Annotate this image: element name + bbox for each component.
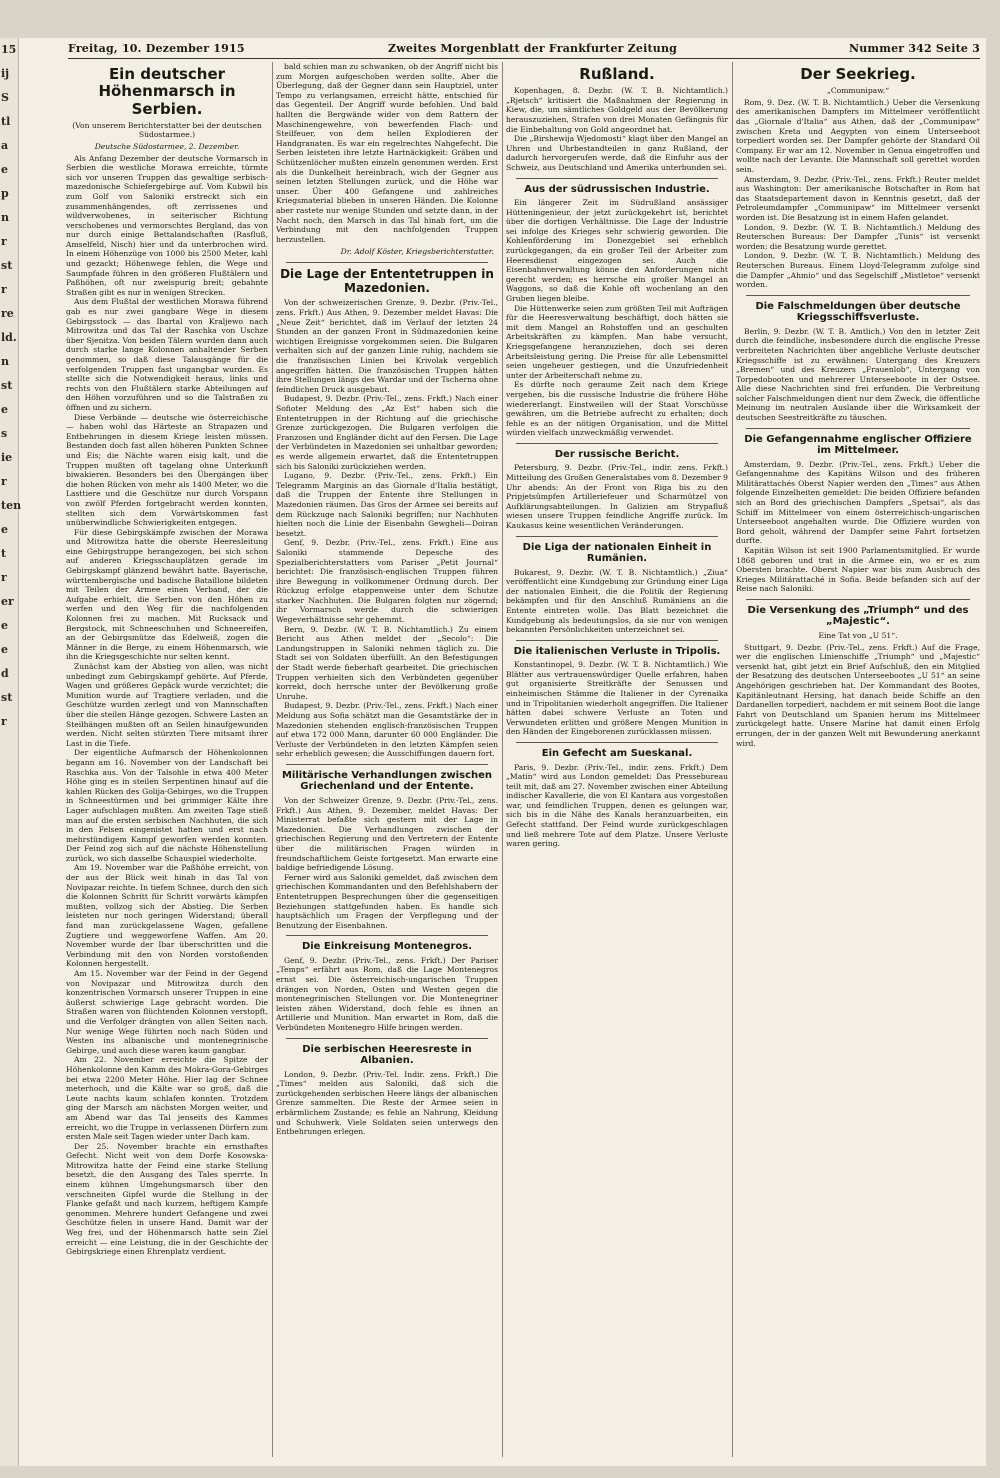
margin-text-fragment: e (1, 619, 8, 632)
margin-text-fragment: e (1, 403, 8, 416)
article-paragraph: Genf, 9. Dezbr. (Priv.-Tel., zens. Frkft.) Der Pariser „Temps“ erfährt aus Rom, daß die Lage Montenegros ernst sei. Die österreichisch-ungarischen Truppen drängen von Norden, Osten und Westen gegen die montenegrinischen Stellungen vor. Die Montenegriner leisten zähen Widerstand, doch fehle es ihnen an Artillerie und Munition. Man erwartet in Rom, daß die Verbündeten Montenegro Hilfe bringen werden. (276, 955, 498, 1032)
margin-text-fragment: ij (1, 67, 10, 80)
column-4 (736, 62, 980, 1462)
article-headline: Ein deutscher Höhenmarsch in Serbien. (98, 65, 236, 118)
article-paragraph: Genf, 9. Dezbr. (Priv.-Tel., zens. Frkft.) Eine aus Saloniki stammende Depesche des Spezialberichterstatters vom Pariser „Petit Journal“ berichtet: Die französisch-englischen Truppen führen ihre Bewegung in vollkommener Ordnung durch. Der Rückzug erfolge etappenweise unter dem Schutze starker Nachhuten. Die Bulgaren folgten nur zögernd; ihr Vormarsch werde durch die schwierigen Wegeverhältnisse sehr gehemmt. (276, 538, 498, 625)
article-body (736, 460, 980, 594)
margin-text-fragment: r (1, 235, 7, 248)
article-headline: Ein Gefecht am Sueskanal. (541, 748, 693, 759)
article-separator (516, 640, 718, 641)
article-separator (516, 742, 718, 743)
article-body (276, 796, 498, 930)
article-headline: Militärische Verhandlungen zwischen Griechenland und der Entente. (281, 769, 493, 793)
article-paragraph: Von der schweizerischen Grenze, 9. Dezbr. (Priv.-Tel., zens. Frkft.) Aus Athen, 9. Dezember meldet Havas: Die „Neue Zeit“ berichtet, daß im Verlauf der letzten 24 Stunden an der ganzen Front in Südmazedonien keine wichtigen Ereignisse vorgekommen seien. Die Bulgaren verhalten sich auf der ganzen Linie ruhig, nachdem sie die französischen Linien bei Krivolak vergeblich angegriffen hätten. Die französischen Truppen hätten ihre Stellungen längs des Wardar und der Tscherna ohne feindlichen Druck ausgebaut. (276, 298, 498, 394)
margin-text-fragment: st (1, 691, 13, 704)
article-body (506, 86, 728, 172)
article-paragraph: Als Anfang Dezember der deutsche Vormarsch in Serbien die westliche Morawa erreichte, türmte sich vor unseren Truppen das gewaltige serbisch-mazedonische Schiefergebirge auf. Vom Kubwil bis zum Golf von Saloniki erstreckt sich ein zusammenhängendes, oft zerrissenes und wildverwobenes, in seiterischer Richtung verschobenes und vermorschtes Bergland, das von nur durch einige Bettalandschaften (Rasfluß, Amselfeld, Nisch) hier und da unterbrochen wird. In einem Höhenzüge von 1000 bis 2500 Meter, kahl und gezackt; Höhenwege fehlen, die Wege und Saumpfade führen in den größeren Flußtälern und Paßhöhen, oft nur zweispurig breit; gebahnte Straßen gibt es nur in wenigen Strecken. (66, 153, 268, 297)
article-paragraph: Ein längerer Zeit im Südrußland ansässiger Hütteningenieur, der jetzt zurückgekehrt ist, berichtet über die dortigen Verhältnisse. Die Lage der Industrie sei infolge des Krieges sehr schwierig geworden. Die Kohlenförderung im Donezgebiet sei erheblich zurückgegangen, da ein großer Teil der Arbeiter zum Heeresdienst eingezogen sei. Auch die Eisenbahnverwaltung könne den Anforderungen nicht gerecht werden; es herrsche ein großer Mangel an Waggons, so daß die Kohle oft wochenlang an den Gruben liegen bleibe. (506, 198, 728, 304)
adjacent-page-margin (0, 38, 22, 1466)
article-paragraph: Amsterdam, 9. Dezbr. (Priv.-Tel., zens. Frkft.) Ueber die Gefangennahme des Kapitäns Wilson und des früheren Militärattachés Oberst Napier werden den „Times“ aus Athen folgende Einzelheiten gemeldet: Die beiden Offiziere befanden sich an Bord des griechischen Dampfers „Spetsai“, als das Schiff im Mittelmeer von einem österreichisch-ungarischen Unterseeboot angehalten wurde. Die Offiziere wurden von Bord geholt, während der Dampfer seine Fahrt fortsetzen durfte. (736, 459, 980, 546)
article-continuation: bald schien man zu schwanken, ob der Angriff nicht bis zum Morgen aufgeschoben werden sollte. Aber die Überlegung, daß der Gegner dann sein Hauptziel, unter Tempo zu verlangsamen, erreicht hätte, entschied für das Gegenteil. Der Angriff wurde befohlen. Und bald hallten die Bergwände wider von dem Rattern der Maschinengewehre, von bewerfenden Flach- und Steilfeuer, von dem hellen Explodieren der Handgranaten. Es war ein regelrechtes Nahgefecht. Die Serben leisteten ihre letzte Hartnäckigkeit: Gräben und Schützenlöcher mußten einzeln genommen werden. Erst als die Dunkelheit hereinbrach, wich der Gegner aus seinen letzten Stellungen zurück, und die Höhe war unser. Über 400 Gefangene und zahlreiches Kriegsmaterial blieben in unseren Händen. Die Kolonne aber rastete nur wenige Stunden und setzte dann, in der Nacht noch, den Marsch in das Tal hinab fort, um die Verbindung mit den nachfolgenden Truppen herzustellen. (276, 62, 498, 244)
margin-text-fragment: n (1, 355, 9, 368)
article-paragraph: Budapest, 9. Dezbr. (Priv.-Tel., zens. Frkft.) Nach einer Meldung aus Sofia schätzt man die Gesamtstärke der in Mazedonien stehenden englisch-französischen Truppen auf etwa 172 000 Mann, darunter 60 000 Engländer. Die Verluste der Verbündeten in den letzten Kämpfen seien sehr erheblich gewesen; die Ausschiffungen dauern fort. (276, 701, 498, 759)
article-signature: Dr. Adolf Köster, Kriegsberichterstatter. (340, 247, 494, 257)
article-paragraph: Bern, 9. Dezbr. (W. T. B. Nichtamtlich.) Zu einem Bericht aus Athen meldet der „Secolo“: Die Landungstruppen in Saloniki nehmen täglich zu. Die Stadt sei von Soldaten überfüllt. An den Befestigungen der Stadt werde fieberhaft gearbeitet. Die griechischen Truppen verhielten sich den Verbündeten gegenüber korrekt, doch herrsche unter der Bevölkerung große Unruhe. (276, 624, 498, 701)
margin-text-fragment: er (1, 595, 14, 608)
margin-text-fragment: tl (1, 115, 11, 128)
article-paragraph: Am 15. November war der Feind in der Gegend von Novipazar und Mitrowitza durch den konzentrischen Vormarsch unserer Truppen in eine äußerst schwierige Lage gebracht worden. Die Straßen waren von flüchtenden Kolonnen verstopft, und die Verfolger drängten von allen Seiten nach. Nur wenige Wege führten noch nach Süden und Westen ins albanische und montenegrinische Gebirge, und auch diese waren kaum gangbar. (66, 969, 268, 1055)
article-paragraph: London, 9. Dezbr. (W. T. B. Nichtamtlich.) Meldung des Reuterschen Bureaus. Einem Lloyd-Telegramm zufolge sind die Dampfer „Ahmio“ und das Segelschiff „Mistletoe“ versenkt worden. (736, 251, 980, 290)
article-paragraph: London, 9. Dezbr. (W. T. B. Nichtamtlich.) Meldung des Reuterschen Bureaus: Der Dampfer „Tunis“ ist versenkt worden; die Besatzung wurde gerettet. (736, 222, 980, 251)
article-separator (746, 599, 970, 600)
article-separator (286, 1038, 488, 1039)
article-body (276, 956, 498, 1033)
article-body (736, 98, 980, 290)
margin-text-fragment: S (1, 91, 9, 104)
column-rule (502, 62, 503, 1457)
margin-text-fragment: r (1, 715, 7, 728)
article-paragraph: Rom, 9. Dez. (W. T. B. Nichtamtlich.) Ueber die Versenkung des amerikanischen Dampfers im Mittelmeer veröffentlicht das „Giornale d'Italia“ aus Athen, daß der „Communipaw“ zwischen Kreta und Aegypten von einem Unterseeboot torpediert worden sei. Der Dampfer gehörte der Standard Oil Company. Er war am 12. November in Genua eingetroffen und wollte nach der Levante. Die Mannschaft soll gerettet worden sein. (736, 97, 980, 174)
article-paragraph: Aus dem Flußtal der westlichen Morawa führend gab es nur zwei gangbare Wege in diesem Gebirgsstock — das Ibartal von Kraljewo nach Mitrowitza und das Tal der Raschka von Uschze über Sjenitza. Von beiden Tälern wurden dann auch durch starke lange Kolonnen anhaltender Serben genommen, so daß diese Talausgänge für die verfolgenden Truppen fast ungangbar wurden. Es stellte sich die Notwendigkeit heraus, links und rechts von den Flußtälern starke Abteilungen auf den Höhen vorzuführen und so die Talstraßen zu öffnen und zu sichern. (66, 297, 268, 412)
margin-text-fragment: st (1, 259, 13, 272)
article-headline: Die serbischen Heeresreste in Albanien. (302, 1043, 472, 1067)
column-rule (272, 62, 273, 1457)
article-body (736, 643, 980, 749)
article-headline: Die Lage der Ententetruppen in Mazedonien. (280, 266, 494, 295)
article-paragraph: Am 22. November erreichte die Spitze der Höhenkolonne den Kamm des Mokra-Gora-Gebirges bei etwa 2200 Meter Höhe. Hier lag der Schnee meterhoch, und die Kälte war so groß, daß die Leute nachts kaum schlafen konnten. Trotzdem ging der Marsch am nächsten Morgen weiter, und am Abend war das Tal jenseits des Kammes erreicht, wo die Truppe in verlassenen Dörfern zum ersten Male seit Tagen wieder unter Dach kam. (66, 1055, 268, 1142)
masthead-paper-name: Zweites Morgenblatt der Frankfurter Zeitung (388, 42, 678, 55)
article-paragraph: Lugano, 9. Dezbr. (Priv.-Tel., zens. Frkft.) Ein Telegramm Marginis an das Giornale d'Italia bestätigt, daß die Truppen der Entente ihre Stellungen in Mazedonien räumen. Das Gros der Armee sei bereits auf dem Rückzuge nach Saloniki begriffen; nur Nachhuten hielten noch die Linie der Eisenbahn Gewgheli—Doiran besetzt. (276, 471, 498, 538)
article-body (506, 763, 728, 849)
article-dateline: Deutsche Südostarmee, 2. Dezember. (94, 141, 240, 151)
article-paragraph: Für diese Gebirgskämpfe zwischen der Morawa und Mitrowitza hatte die oberste Heeresleitung eine Gebirgstruppe herangezogen, bei sich schon auf anderen Kriegsschauplätzen gerade im Gebirgskampf glänzend bewährt hatte. Bayerische, württembergische und badische Bataillone bildeten mit Teilen der Armee einen Verband, der die Aufgabe erhielt, die Serben von den Höhen zu werfen und den Weg für die nachfolgenden Kolonnen frei zu machen. Mit Rucksack und Bergstock, mit Schneeschuhen und Schneereifen, an der Gebirgsmütze das Edelweiß, zogen die Männer in die Berge, zu einem Höhenmarsch, wie ihn die Kriegsgeschichte nur selten kennt. (66, 527, 268, 662)
article-paragraph: Paris, 9. Dezbr. (Priv.-Tel., indir. zens. Frkft.) Dem „Matin“ wird aus London gemeldet: Das Pressebureau teilt mit, daß am 27. November zwischen einer Abteilung indischer Kavallerie, die von El Kantara aus vorgestoßen war, und feindlichen Truppen, denen es gelungen war, sich bis in die Nähe des Kanals heranzuarbeiten, ein Gefecht stattfand. Der Feind wurde zurückgeschlagen und ließ mehrere Tote auf dem Platze. Unsere Verluste waren gering. (506, 762, 728, 849)
margin-text-fragment: re (1, 307, 14, 320)
article-separator (516, 178, 718, 179)
article-separator (516, 443, 718, 444)
article-headline: Die Falschmeldungen über deutsche Kriegsschiffsverluste. (755, 300, 961, 324)
article-paragraph: Petersburg, 9. Dezbr. (Priv.-Tel., indir. zens. Frkft.) Mitteilung des Großen Generalstabes vom 8. Dezember 9 Uhr abends: An der Front von Riga bis zu den Pripjetsümpfen Artilleriefeuer und Scharmützel von Aufklärungsabteilungen. In Galizien am Strypafluß wiesen unsere Truppen feindliche Angriffe zurück. Im Kaukasus keine wesentlichen Veränderungen. (506, 463, 728, 530)
article-paragraph: Berlin, 9. Dezbr. (W. T. B. Amtlich.) Von den in letzter Zeit durch die feindliche, insbesondere durch die englische Presse verbreiteten Nachrichten über angebliche Verluste deutscher Kriegsschiffe ist zu erwähnen: Untergang des Kreuzers „Bremen“ und des Kreuzers „Frauenlob“, Untergang von Torpedobooten und mehrerer Unterseeboote in der Ostsee. Alle diese Nachrichten sind frei erfunden. Die Verbreitung solcher Falschmeldungen dient nur dem Zweck, die öffentliche Meinung im neutralen Auslande über die Wirksamkeit der deutschen Seestreitkräfte zu täuschen. (736, 326, 980, 423)
article-body (506, 568, 728, 635)
column-2 (276, 62, 498, 1462)
margin-text-fragment: ld. (1, 331, 17, 344)
article-paragraph: Es dürfte noch geraume Zeit nach dem Kriege vergehen, bis die russische Industrie die frühere Höhe wiedererlangt. Einstweilen will der Staat Vorschüsse gewähren, um die Betriebe aufrecht zu erhalten; doch fehle es an der nötigen Organisation, und die Mittel würden vielfach unzweckmäßig verwendet. (506, 380, 728, 438)
article-paragraph: Konstantinopel, 9. Dezbr. (W. T. B. Nichtamtlich.) Wie Blätter aus vertrauenswürdiger Quelle erfahren, haben gut organisierte Streitkräfte der Senussen und einheimischen Stämme die Italiener in der Cyrenaika und in Tripolitanien wiederholt angegriffen. Die Italiener hätten dabei schwere Verluste an Toten und Verwundeten erlitten und größere Mengen Munition in den Händen der Eingeborenen zurücklassen müssen. (506, 660, 728, 737)
article-headline: Der russische Bericht. (554, 448, 680, 460)
column-1 (66, 62, 268, 1462)
article-body (506, 660, 728, 737)
article-paragraph: Kopenhagen, 8. Dezbr. (W. T. B. Nichtamtlich.) „Rjetsch“ kritisiert die Maßnahmen der Regierung in Kiew, die, um sämtliches Goldgeld aus der Bevölkerung herauszuziehen, Strafen von drei Monaten Gefängnis für die Einbehaltung von Gold angeordnet hat. (506, 86, 728, 134)
article-body (66, 154, 268, 1257)
article-separator (286, 262, 488, 263)
article-paragraph: Diese Verbände — deutsche wie österreichische — haben wohl das Härteste an Strapazen und Entbehrungen in diesem Kriege leisten müssen. Bestanden doch fast allen höheren Punkten Schnee und Eis; die Nächte waren eisig kalt, und die Truppen mußten oft tagelang ohne Unterkunft biwakieren. Besonders bei den Übergängen über die hohen Rücken von mehr als 1400 Meter, wo die Lasttiere und die Geschütze nur durch Vorspann von zwölf Pferden fortgebracht werden konnten, stellten sich dem Vorwärtskommen fast unüberwindliche Schwierigkeiten entgegen. (66, 412, 268, 528)
margin-text-fragment: a (1, 139, 9, 152)
article-separator (286, 764, 488, 765)
article-paragraph: Die Hüttenwerke seien zum größten Teil mit Aufträgen für die Heeresverwaltung beschäftigt, doch hätten sie mit dem Mangel an Rohstoffen und an geschulten Arbeitskräften zu kämpfen. Man habe versucht, Kriegsgefangene heranzuziehen, doch sei deren Arbeitsleistung gering. Die Preise für alle Lebensmittel seien ungeheuer gestiegen, und die Unzufriedenheit unter der Arbeiterschaft nehme zu. (506, 303, 728, 380)
article-headline: Die Einkreisung Montenegros. (301, 941, 473, 953)
article-separator (746, 295, 970, 296)
article-body (276, 1070, 498, 1137)
article-subheadline: Eine Tat von „U 51“. (818, 630, 898, 640)
margin-text-fragment: 15 (1, 43, 17, 56)
article-paragraph: Der 25. November brachte ein ernsthaftes Gefecht. Nicht weit von dem Dorfe Kosowska-Mitrowitza hatte der Feind eine starke Stellung besetzt, die den Ausgang des Tales sperrte. In einem kühnen Umgehungsmarsch über den verschneiten Gipfel wurde die Stellung in der Flanke gefaßt und nach kurzem, heftigem Kampfe genommen. Mehrere hundert Gefangene und zwei Geschütze fielen in unsere Hand. Damit war der Weg frei, und der Höhenmarsch hatte sein Ziel erreicht — eine Leistung, die in der Geschichte der Gebirgskriege einen Ehrenplatz verdient. (66, 1141, 268, 1257)
article-subheadline: (Von unserem Berichterstatter bei der deutschen Südostarmee.) (72, 120, 262, 140)
article-body (506, 463, 728, 530)
masthead-date: Freitag, 10. Dezember 1915 (68, 42, 245, 55)
article-paragraph: Ferner wird aus Saloniki gemeldet, daß zwischen dem griechischen Kommandanten und den Befehlshabern der Ententetruppen Besprechungen über die gegenseitigen Beziehungen stattgefunden haben. Es handle sich hauptsächlich um Fragen der Verpflegung und der Benutzung der Eisenbahnen. (276, 872, 498, 930)
article-body (736, 327, 980, 423)
margin-text-fragment: ten (1, 499, 22, 512)
article-headline: Der Seekrieg. (800, 65, 916, 83)
article-paragraph: London, 9. Dezbr. (Priv.-Tel. Indir. zens. Frkft.) Die „Times“ melden aus Saloniki, daß sich die zurückgehenden serbischen Heere längs der albanischen Grenze sammelten. Die Reste der Armee seien in erbärmlichem Zustande; es fehle an Nahrung, Kleidung und Schuhwerk. Viele Soldaten seien unterwegs den Entbehrungen erlegen. (276, 1069, 498, 1137)
article-body (276, 298, 498, 759)
article-paragraph: Die „Birshewija Wjedomosti“ klagt über den Mangel an Uhren und Uhrbestandteilen in ganz Rußland, der dadurch hervorgerufen werde, daß die Einfuhr aus der Schweiz, aus Deutschland und Amerika unterbunden sei. (506, 134, 728, 172)
margin-text-fragment: n (1, 211, 9, 224)
margin-text-fragment: d (1, 667, 9, 680)
column-3 (506, 62, 728, 1462)
margin-text-fragment: st (1, 379, 13, 392)
article-headline: Die Versenkung des „Triumph“ und des „Majestic“. (747, 604, 969, 628)
article-paragraph: Amsterdam, 9. Dezbr. (Priv.-Tel., zens. Frkft.) Reuter meldet aus Washington: Der amerikanische Botschafter in Rom hat das Staatsdepartement davon in Kenntnis gesetzt, daß der Petroleumdampfer „Communipaw“ im Mittelmeer versenkt worden ist. Die Besatzung ist in einem Hafen gelandet. (736, 174, 980, 222)
masthead (68, 42, 980, 59)
margin-text-fragment: r (1, 283, 7, 296)
margin-text-fragment: e (1, 643, 8, 656)
article-subheadline: „Communipaw.“ (826, 86, 890, 96)
article-paragraph: Der eigentliche Aufmarsch der Höhenkolonnen begann am 16. November von der Landschaft bei Raschka aus. Von der Talsohle in etwa 400 Meter Höhe ging es in steilen Serpentinen hinauf auf die kahlen Rücken des Golija-Gebirges, wo die Truppen in Schneestürmen und bei grimmiger Kälte ihre Lager aufschlagen mußten. Am zweiten Tage stieß man auf die ersten serbischen Nachhuten, die sich in den Felsen eingenistet hatten und erst nach mehrstündigem Kampf geworfen werden konnten. Der Feind zog sich auf die nächste Höhenstellung zurück, wo sich dasselbe Schauspiel wiederholte. (66, 748, 268, 863)
article-headline: Die Liga der nationalen Einheit in Rumänien. (522, 541, 712, 565)
margin-text-fragment: s (1, 427, 8, 440)
masthead-page-number: Nummer 342 Seite 3 (848, 42, 980, 55)
margin-text-fragment: r (1, 475, 7, 488)
article-headline: Die Gefangennahme englischer Offiziere im Mittelmeer. (744, 433, 972, 457)
article-body (506, 198, 728, 438)
margin-text-fragment: r (1, 571, 7, 584)
article-paragraph: Stuttgart, 9. Dezbr. (Priv.-Tel., zens. Frkft.) Auf die Frage, wer die englischen Linienschiffe „Triumph“ und „Majestic“ versenkt hat, gibt jetzt ein Brief Aufschluß, den ein Mitglied der Besatzung des deutschen Unterseebootes „U 51“ an seine Angehörigen geschrieben hat. Der Kommandant des Bootes, Kapitänleutnant Hersing, hat danach beide Schiffe an den Dardanellen torpediert, nachdem er mit seinem Boot die lange Fahrt von Deutschland um Spanien herum ins Mittelmeer zurückgelegt hatte. Unsere Marine hat damit einen Erfolg errungen, der in der ganzen Welt mit Bewunderung anerkannt wird. (736, 642, 980, 748)
article-separator (286, 935, 488, 936)
article-paragraph: Kapitän Wilson ist seit 1900 Parlamentsmitglied. Er wurde 1868 geboren und trat in die Armee ein, wo er es zum Obersten brachte. Oberst Napier war bis zum Ausbruch des Krieges Militärattaché in Sofia. Beide befanden sich auf der Reise nach Saloniki. (736, 546, 980, 594)
margin-text-fragment: e (1, 163, 8, 176)
article-paragraph: Budapest, 9. Dezbr. (Priv.-Tel., zens. Frkft.) Nach einer Sofioter Meldung des „Az Est“ haben sich die Ententetruppen in der Richtung auf die griechische Grenze zurückgezogen. Die Bulgaren verfolgen die Franzosen und Engländer dicht auf den Fersen. Die Lage der Verbündeten in Mazedonien sei unhaltbar geworden; es werde allgemein erwartet, daß die Ententetruppen sich bis Saloniki zurückziehen werden. (276, 394, 498, 471)
article-headline: Die italienischen Verluste in Tripolis. (513, 645, 721, 657)
margin-text-fragment: ie (1, 451, 13, 464)
article-separator (746, 428, 970, 429)
margin-text-fragment: t (1, 547, 7, 560)
article-paragraph: Von der Schweizer Grenze, 9. Dezbr. (Priv.-Tel., zens. Frkft.) Aus Athen, 9. Dezember, meldet Havas: Der Ministerrat befaßte sich gestern mit der Lage in Mazedonien. Die Verhandlungen zwischen der griechischen Regierung und den Vertretern der Entente über die militärischen Fragen würden in freundschaftlichem Geiste fortgesetzt. Man erwarte eine baldige befriedigende Lösung. (276, 795, 498, 873)
column-rule (732, 62, 733, 1457)
margin-text-fragment: e (1, 523, 8, 536)
article-paragraph: Am 19. November war die Paßhöhe erreicht, von der aus der Blick weit hinab in das Tal von Novipazar reichte. In tiefem Schnee, durch den sich die Kolonnen Schritt für Schritt vorwärts kämpfen mußten, vollzog sich der Abstieg. Die Serben leisteten nur noch geringen Widerstand; überall fand man zurückgelassene Wagen, gefallene Zugtiere und weggeworfene Waffen. Am 20. November wurde der Ibar überschritten und die Verbindung mit den von Norden vorstoßenden Kolonnen hergestellt. (66, 863, 268, 969)
article-paragraph: Bukarest, 9. Dezbr. (W. T. B. Nichtamtlich.) „Ziua“ veröffentlicht eine Kundgebung zur Gründung einer Liga der nationalen Einheit, die die Politik der Regierung bekämpfen und für den Anschluß Rumäniens an die Entente eintreten wolle. Das Blatt bezeichnet die Kundgebung als bedeutungslos, da sie nur von wenigen bekannten Persönlichkeiten unterzeichnet sei. (506, 567, 728, 635)
article-headline: Rußland. (579, 65, 655, 83)
article-paragraph: Zunächst kam der Abstieg von allen, was nicht unbedingt zum Gebirgskampf gehörte. Auf Pferde, Wagen und größeres Gepäck wurde verzichtet; die Munition wurde auf Tragtiere verladen, und die Geschütze wurden zerlegt und von Mannschaften über die steilen Hänge gezogen. Schwere Lasten an Steilhängen mußten oft an Seilen hinaufgewunden werden. Nicht selten stürzten Tiere mitsamt ihrer Last in die Tiefe. (66, 662, 268, 748)
article-headline: Aus der südrussischen Industrie. (524, 183, 710, 195)
article-separator (516, 536, 718, 537)
margin-text-fragment: p (1, 187, 9, 200)
